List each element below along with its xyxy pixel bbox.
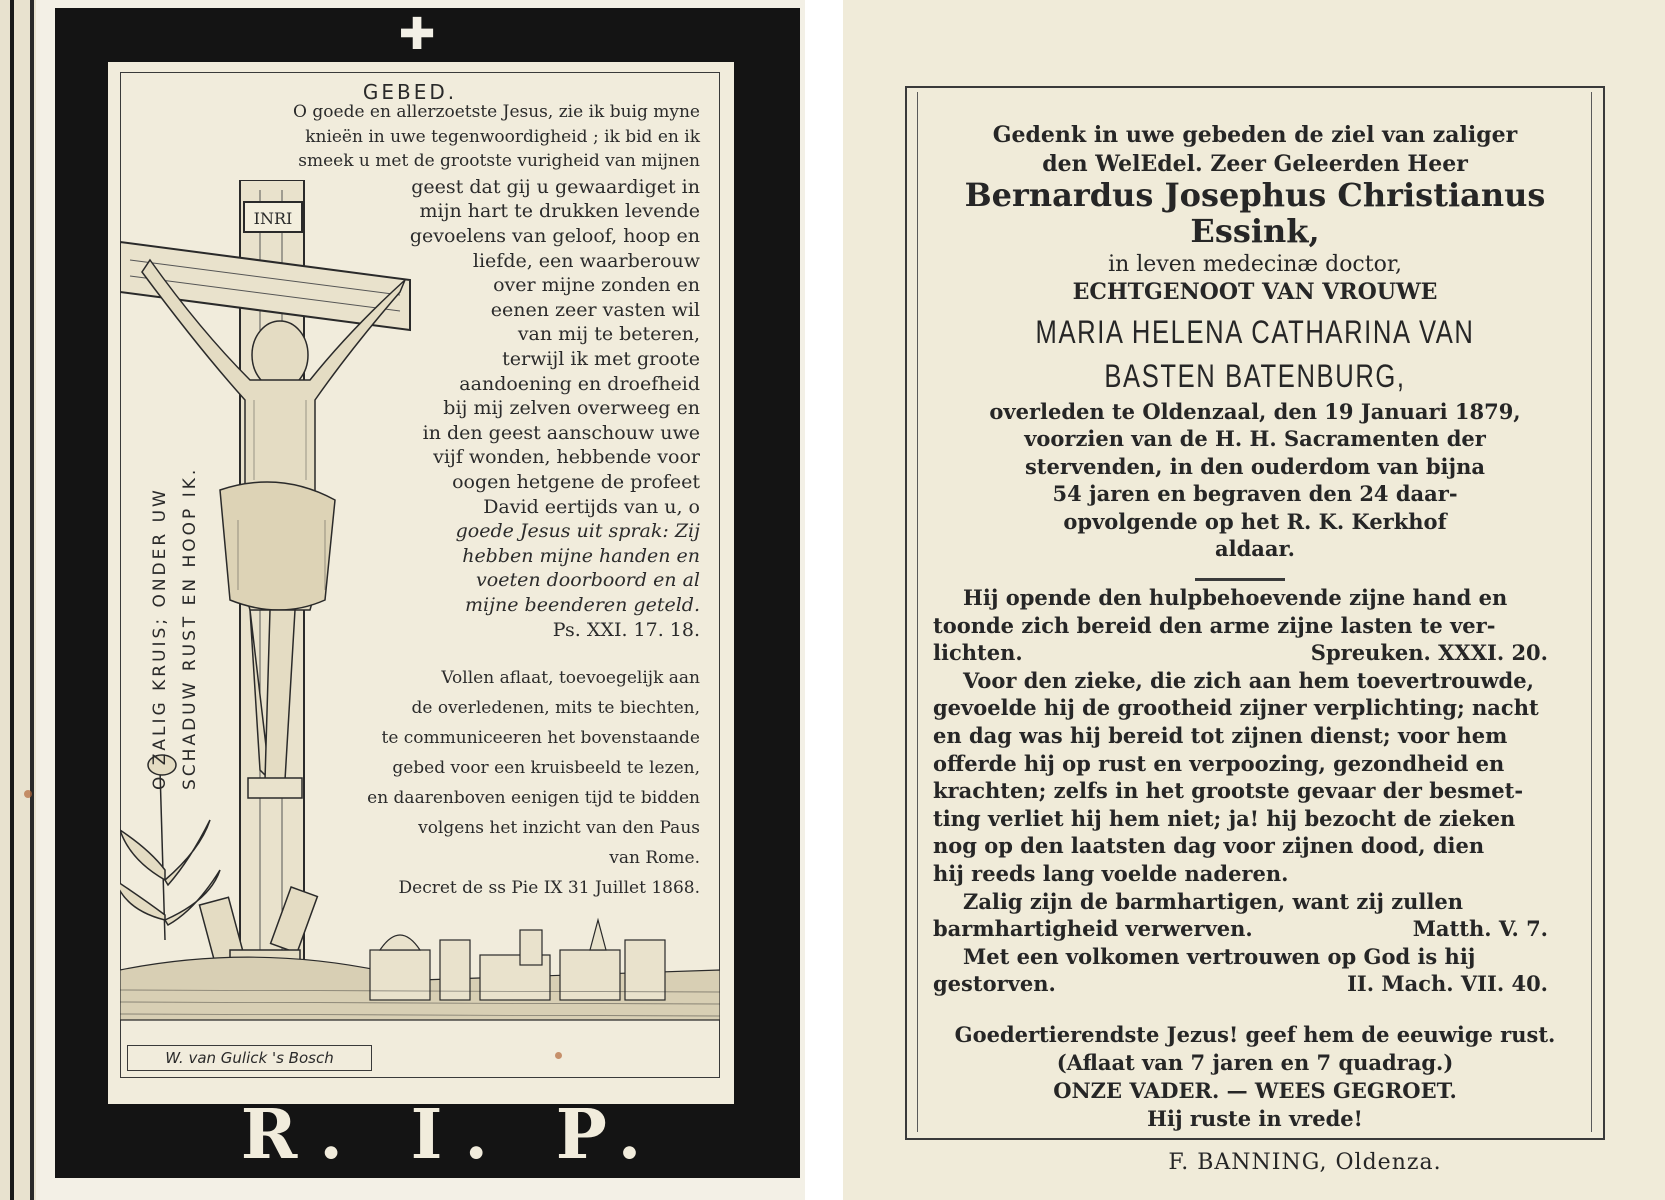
left-memorial-card: ✚ GEBED. O goede en allerzoetste Jesus, zie ik buig myne knieën in uwe tegenwoordigheid ; ik bid en ik smeek u met de grootste vurigheid van mijnen geest dat gij u gewaardiget in mijn hart te drukken levende gevoelens van geloof, hoop en liefde, een waarberouw over mijne zonden en eenen zeer vasten wil van mij te beteren, terwijl ik met groote aandoening en droefheid bij mij zelven overweeg en in den geest aanschouw uwe vijf wonden, hebbende voor oogen hetgene de profeet David eertijds van u, o goede Jesus uit sprak: Zij hebben mijne handen en voeten doorboord en al mijne beenderen geteld. Ps. XXI. 17. 18. Vollen aflaat, toevoegelijk aan de overledenen, mits te biechten, te communiceeren het bovenstaande gebed voor een kruisbeeld te lezen, en daarenboven eenigen tijd te bidden volgens het inzicht van den Paus van Rome. Decret de ss Pie IX 31 Juillet 1868. INRI O ZALIG KRUIS; ONDER UW SCHADUW RUST EN HOOP IK. W. van Gulick 's Bosch R. I. P. [0,0,805,1200]
vertical-inscription-2: SCHADUW RUST EN HOOP IK. [180,466,200,790]
stain-mark [24,790,32,798]
cross-inri-label: INRI [253,209,293,228]
tribute-line: gestorven. II. Mach. VII. 40. [933,971,1548,997]
deceased-name: Bernardus Josephus Christianus [964,176,1546,214]
vertical-inscription-1: O ZALIG KRUIS; ONDER UW [150,487,170,790]
stain-mark [555,1052,562,1059]
death-detail-line: overleden te Oldenzaal, den 19 Januari 1879, [989,399,1521,424]
death-detail-line: aldaar. [1215,536,1295,561]
section-divider [1195,578,1285,581]
death-detail-line: stervenden, in den ouderdom van bijna [1024,453,1486,479]
tribute-line: Zalig zijn de barmhartigen, want zij zullen [963,888,1464,914]
tribute-line: lichten. Spreuken. XXXI. 20. [933,640,1548,666]
tribute-line: Voor den zieke, die zich aan hem toevertrouwde, [963,667,1534,693]
closing-line: (Aflaat van 7 jaren en 7 quadrag.) [1056,1050,1454,1075]
closing-line: Goedertierendste Jezus! geef hem de eeuwige rust. [954,1022,1556,1047]
tribute-line: ting verliet hij hem niet; ja! hij bezocht de zieken [933,805,1516,831]
tribute-line: en dag was hij bereid tot zijnen dienst; voor hem [933,723,1508,748]
scripture-reference: Spreuken. XXXI. 20. [1310,640,1548,666]
tribute-line: hij reeds lang voelde naderen. [933,861,1289,886]
deceased-surname: Essink, [1190,212,1320,250]
tribute-line: nog op den laatsten dag voor zijnen dood, dien [933,833,1485,859]
memorial-header-2: den WelEdel. Zeer Geleerden Heer [1042,151,1468,177]
death-detail-line: voorzien van de H. H. Sacramenten der [1024,426,1486,452]
cross-icon: ✚ [398,9,436,60]
closing-line: Hij ruste in vrede! [1147,1106,1363,1131]
tribute-line: krachten; zelfs in het grootste gevaar der besmet- [933,778,1524,804]
tribute-line: gevoelde hij de grootheid zijner verplichting; nacht [933,695,1539,721]
spouse-name-2: BASTEN BATENBURG, [1104,358,1406,394]
tribute-line: barmhartigheid verwerven. Matth. V. 7. [933,916,1548,942]
right-printer-mark: F. BANNING, Oldenza. [1168,1150,1442,1175]
frame-rule-right [1591,92,1592,1132]
scripture-reference: Matth. V. 7. [1412,916,1548,942]
frame-rule-left [917,92,918,1132]
scripture-reference: II. Mach. VII. 40. [1347,971,1548,997]
memorial-header-1: Gedenk in uwe gebeden de ziel van zaliger [992,122,1518,148]
spouse-name-1: MARIA HELENA CATHARINA VAN [1035,314,1475,350]
occupation-line: in leven medecinæ doctor, [1108,252,1402,277]
card-edge-decoration [0,0,36,1200]
tribute-line: Hij opende den hulpbehoevende zijne hand en [963,585,1508,610]
death-detail-line: 54 jaren en begraven den 24 daar- [1052,481,1458,507]
tribute-line: Met een volkomen vertrouwen op God is hij [963,943,1476,969]
tribute-line: offerde hij op rust en verpoozing, gezondheid en [933,750,1505,776]
prayer-title: GEBED. [362,80,458,104]
printer-mark: W. van Gulick 's Bosch [127,1045,372,1071]
rip-footer: R. I. P. [240,1095,664,1175]
crucifix-illustration [120,180,720,1040]
spouse-label: ECHTGENOOT VAN VROUWE [1072,279,1438,305]
death-detail-line: opvolgende op het R. K. Kerkhof [1063,508,1447,534]
closing-line: ONZE VADER. — WEES GEGROET. [1053,1078,1457,1103]
tribute-line: toonde zich bereid den arme zijne lasten te ver- [933,612,1496,638]
